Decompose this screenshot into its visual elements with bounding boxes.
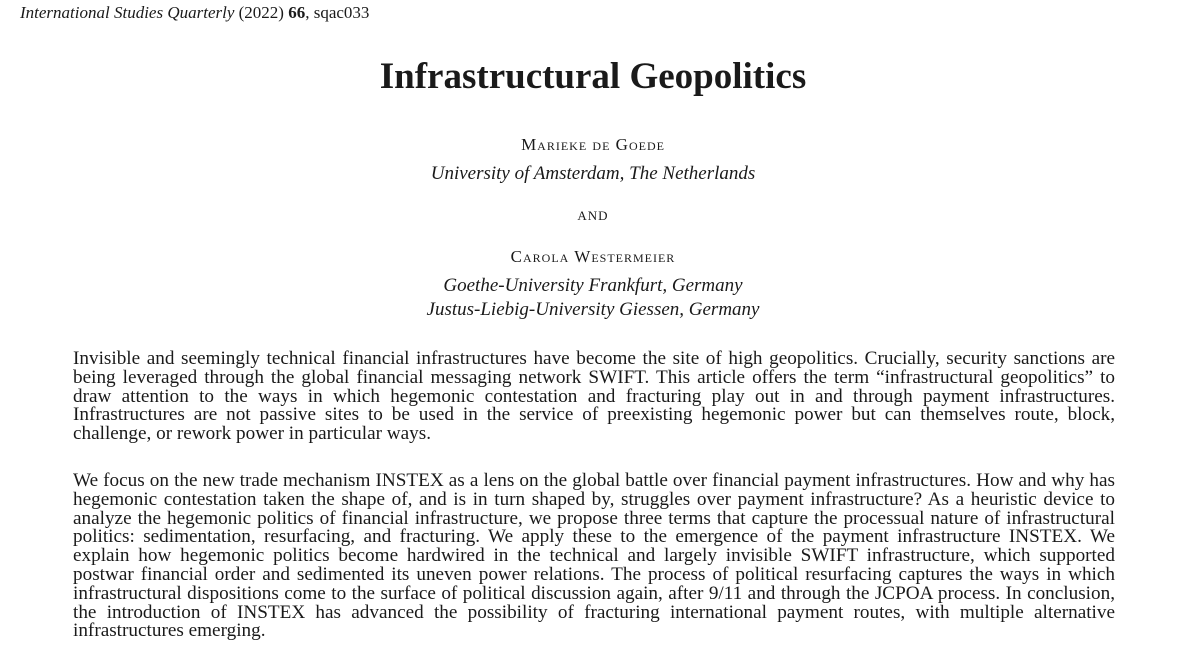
author-affiliation: Justus-Liebig-University Giessen, Germany: [426, 299, 760, 320]
author-affiliation: University of Amsterdam, The Netherlands: [430, 163, 756, 184]
volume-number: 66: [288, 3, 306, 22]
author-name: Carola Westermeier: [510, 247, 676, 266]
author-name: Marieke de Goede: [521, 135, 665, 154]
publication-year: (2022): [238, 3, 284, 22]
article-id: sqac033: [313, 3, 370, 22]
journal-name: International Studies Quarterly: [20, 3, 235, 22]
abstract-paragraph: We focus on the new trade mechanism INSTEX as a lens on the global battle over financial payment infrastructures. How and why has hegemonic contestation taken the shape of, and is in turn shaped by, struggles over payment infrastructure? As a heuristic device to analyze the hegemonic politics of financial infrastructure, we propose three terms that capture the processual nature of infrastructural politics: sedimentation, resurfacing, and fracturing. We apply these to the emergence of the payment infrastructure INSTEX. We explain how hegemonic politics become hardwired in the technical and largely invisible SWIFT infrastructure, which supported postwar financial order and sedimented its uneven power relations. The process of political resurfacing captures the ways in which infrastructural dispositions come to the surface of political discussion again, after 9/11 and through the JCPOA process. In conclusion, the introduction of INSTEX has advanced the possibility of fracturing international payment routes, with multiple alternative infrastructures emerging.: [73, 470, 1115, 642]
running-head-comma: ,: [305, 3, 310, 22]
author-affiliation: Goethe-University Frankfurt, Germany: [443, 275, 743, 296]
abstract-paragraph: Invisible and seemingly technical financial infrastructures have become the site of high geopolitics. Crucially, security sanctions are being leveraged through the global financial messaging network SWIFT. This article offers the term “infrastructural geopolitics” to draw attention to the ways in which hegemonic contestation and fracturing play out in and through payment infrastructures. Infrastructures are not passive sites to be used in the service of preexisting hegemonic power but can themselves route, block, challenge, or rework power in particular ways.: [73, 348, 1115, 445]
article-title: Infrastructural Geopolitics: [379, 56, 807, 97]
running-head: [20, 2, 369, 24]
author-separator: AND: [577, 208, 609, 223]
